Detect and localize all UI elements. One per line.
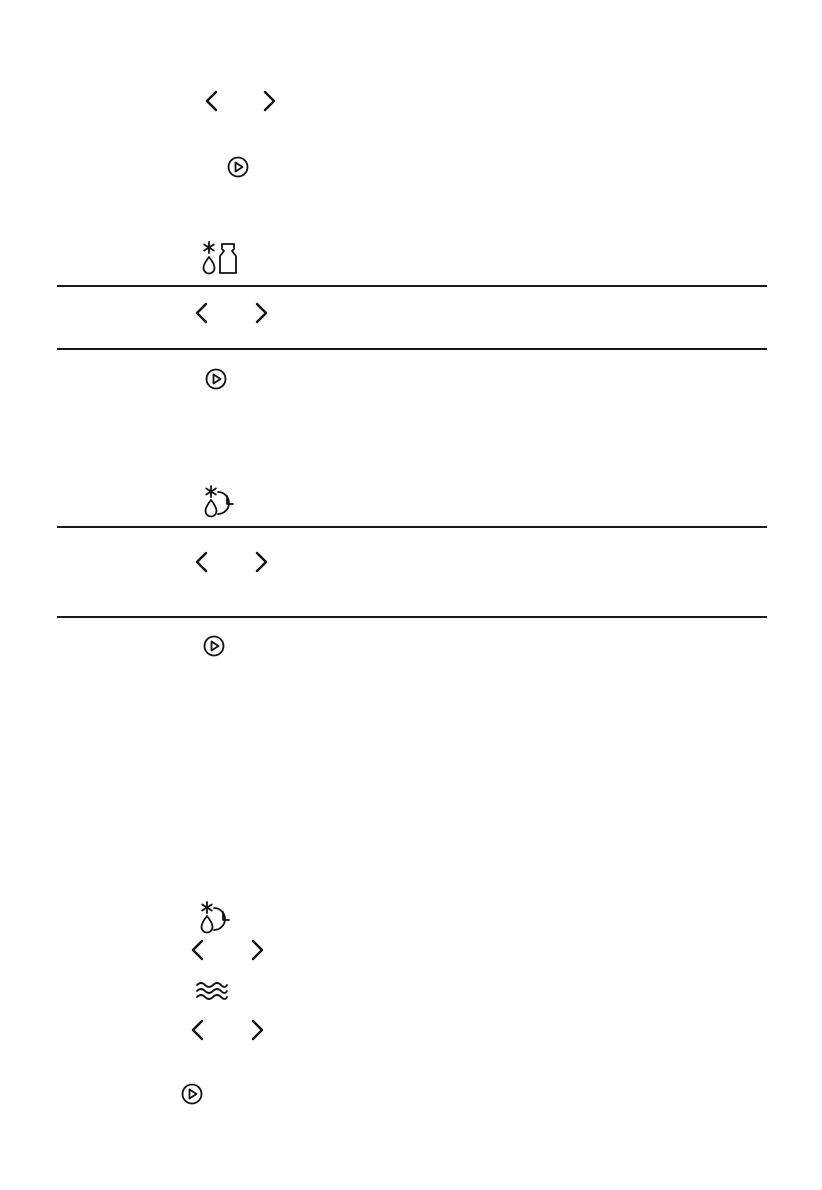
chevron-right-icon xyxy=(255,551,269,573)
chevron-right-icon xyxy=(251,939,265,961)
divider xyxy=(57,348,767,350)
start-icon xyxy=(227,156,249,178)
spray-rinse-aid-icon xyxy=(201,240,239,276)
chevron-right-icon xyxy=(251,1019,265,1041)
spray-timer-icon xyxy=(203,484,241,518)
start-icon xyxy=(181,1083,203,1105)
divider xyxy=(57,526,767,528)
divider xyxy=(57,285,767,287)
chevron-right-icon xyxy=(263,90,277,112)
heat-waves-icon xyxy=(195,981,229,1001)
chevron-left-icon xyxy=(190,1019,204,1041)
chevron-right-icon xyxy=(255,302,269,324)
chevron-left-icon xyxy=(194,551,208,573)
chevron-left-icon xyxy=(204,90,218,112)
chevron-left-icon xyxy=(194,302,208,324)
spray-timer-icon xyxy=(199,900,237,934)
divider xyxy=(57,616,767,618)
start-icon xyxy=(203,635,225,657)
start-icon xyxy=(205,368,227,390)
chevron-left-icon xyxy=(190,939,204,961)
